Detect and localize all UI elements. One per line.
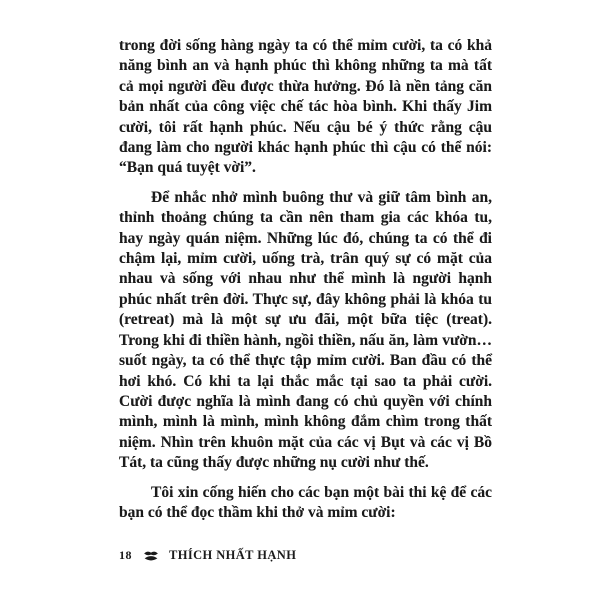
- page-text-block: [119, 36, 492, 532]
- lotus-ornament-icon: [142, 550, 160, 562]
- page-footer: [119, 548, 296, 563]
- page-number: 18: [119, 548, 132, 562]
- paragraph: Tôi xin cống hiến cho các bạn một bài thi kệ để các bạn có thể đọc thầm khi thở và mỉm cười:: [119, 483, 492, 521]
- paragraph-continuation: trong đời sống hàng ngày ta có thể mỉm cười, ta có khả năng bình an và hạnh phúc thì không những ta mà tất cả mọi người đều được thừa hưởng. Đó là nền tảng căn bản nhất của công việc chế tác hòa bình. Khi thấy Jim cười, tôi rất hạnh phúc. Nếu cậu bé ý thức rằng cậu đang làm cho người khác hạnh phúc thì cậu có thể nói: “Bạn quá tuyệt vời”.: [119, 37, 492, 177]
- paragraph: Để nhắc nhở mình buông thư và giữ tâm bình an, thỉnh thoảng chúng ta cần nên tham gia các khóa tu, hay ngày quán niệm. Những lúc đó, chúng ta có thể đi chậm lại, mỉm cười, uống trà, trân quý sự có mặt của nhau và sống với nhau như thể mình là người hạnh phúc nhất trên đời. Thực sự, đây không phải là khóa tu (retreat) mà là một sự ưu đãi, một bữa tiệc (treat). Trong khi đi thiền hành, ngồi thiền, nấu ăn, làm vườn… suốt ngày, ta có thể thực tập mỉm cười. Ban đầu có thể hơi khó. Có khi ta lại thắc mắc tại sao ta phải cười. Cười được nghĩa là mình đang có chủ quyền với chính mình, mình là mình, mình không đắm chìm trong thất niệm. Nhìn trên khuôn mặt của các vị Bụt và các vị Bồ Tát, ta cũng thấy được những nụ cười như thế.: [119, 188, 492, 472]
- running-footer-author: THÍCH NHẤT HẠNH: [169, 548, 297, 562]
